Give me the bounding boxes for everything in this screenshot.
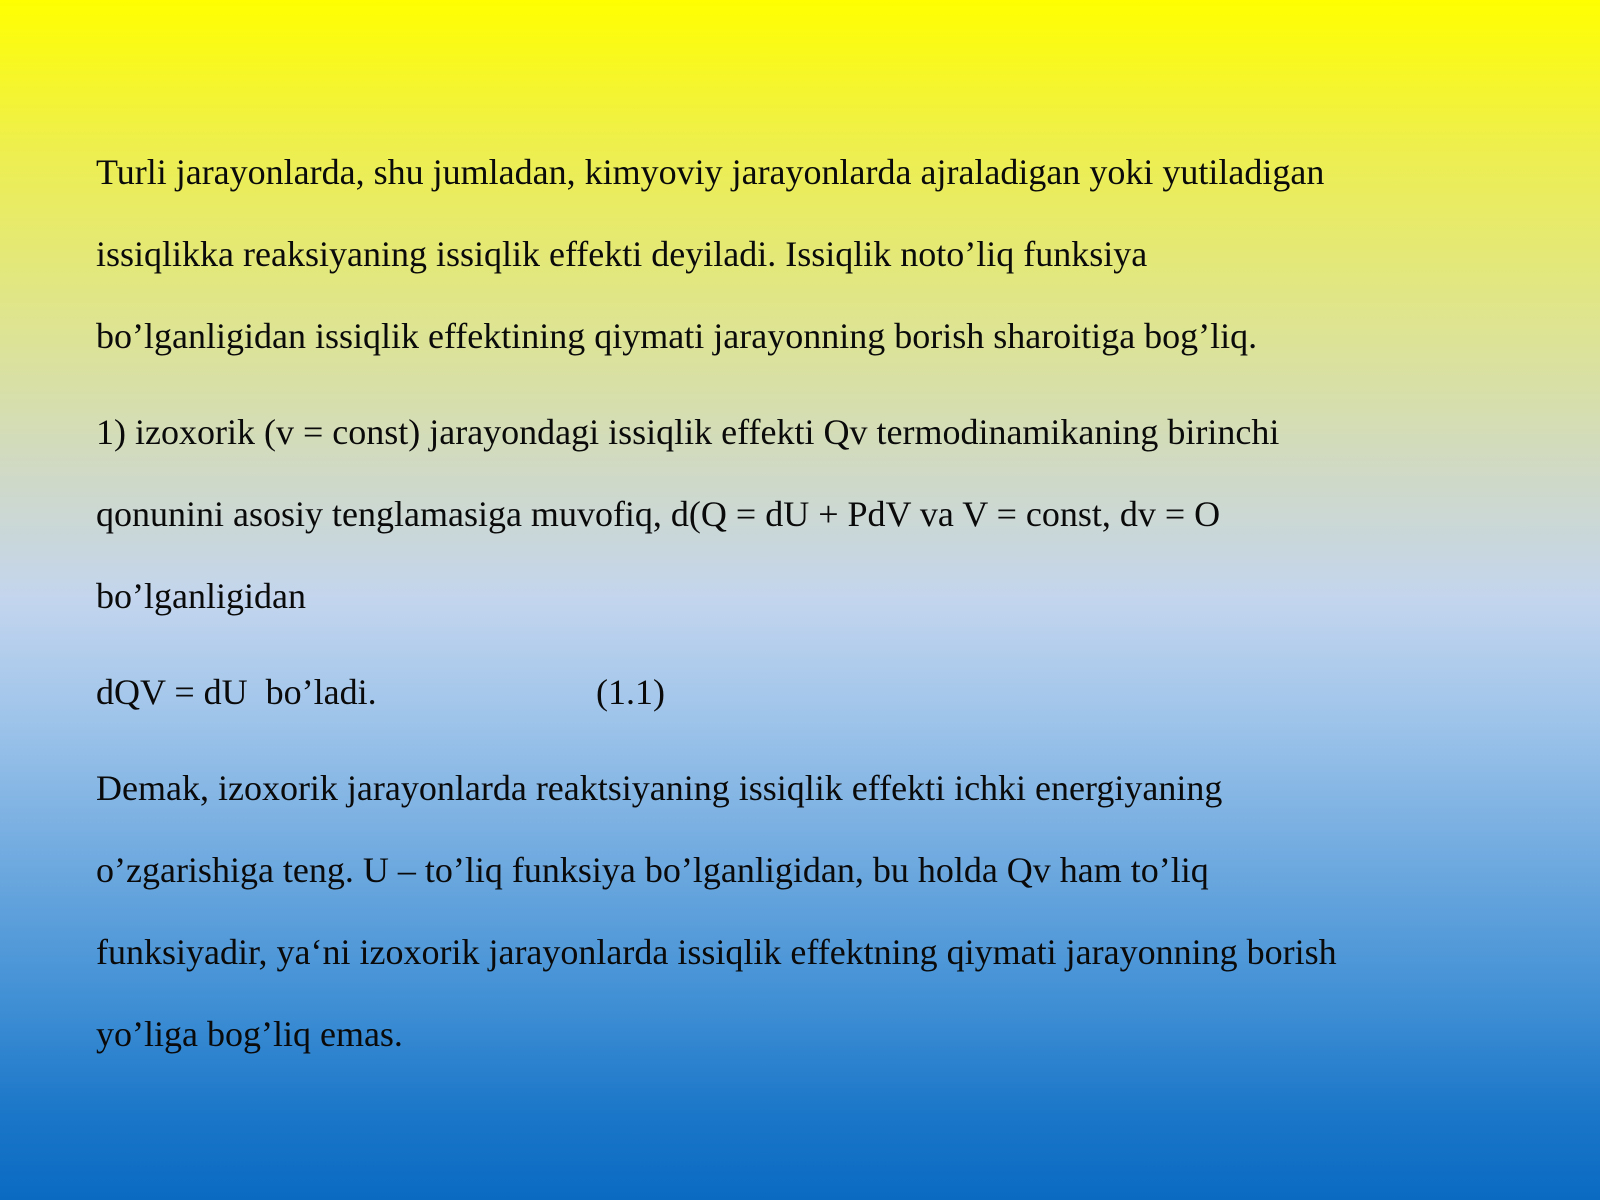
slide-content bbox=[96, 131, 1536, 1075]
equation-text: dQV = dU bo’ladi. bbox=[96, 672, 377, 712]
text-line: funksiyadir, ya‘ni izoxorik jarayonlarda issiqlik effektning qiymati jarayonning borish bbox=[96, 932, 1337, 972]
text-line: o’zgarishiga teng. U – to’liq funksiya bo’lganligidan, bu holda Qv ham to’liq bbox=[96, 850, 1209, 890]
equation-1-1 bbox=[96, 651, 1536, 733]
paragraph-heat-effect-definition bbox=[96, 131, 1536, 377]
text-line: bo’lganligidan issiqlik effektining qiymati jarayonning borish sharoitiga bog’liq. bbox=[96, 316, 1258, 356]
text-line: Turli jarayonlarda, shu jumladan, kimyoviy jarayonlarda ajraladigan yoki yutiladigan bbox=[96, 152, 1325, 192]
text-line: Demak, izoxorik jarayonlarda reaktsiyaning issiqlik effekti ichki energiyaning bbox=[96, 768, 1223, 808]
text-line: bo’lganligidan bbox=[96, 576, 306, 616]
paragraph-isochoric-process bbox=[96, 391, 1536, 637]
text-line: 1) izoxorik (v = const) jarayondagi issiqlik effekti Qv termodinamikaning birinchi bbox=[96, 412, 1280, 452]
text-line: qonunini asosiy tenglamasiga muvofiq, d(Q = dU + PdV va V = const, dv = O bbox=[96, 494, 1221, 534]
text-line: issiqlikka reaksiyaning issiqlik effekti deyiladi. Issiqlik noto’liq funksiya bbox=[96, 234, 1148, 274]
text-line: yo’liga bog’liq emas. bbox=[96, 1014, 403, 1054]
paragraph-conclusion bbox=[96, 747, 1536, 1075]
equation-number: (1.1) bbox=[596, 672, 665, 712]
